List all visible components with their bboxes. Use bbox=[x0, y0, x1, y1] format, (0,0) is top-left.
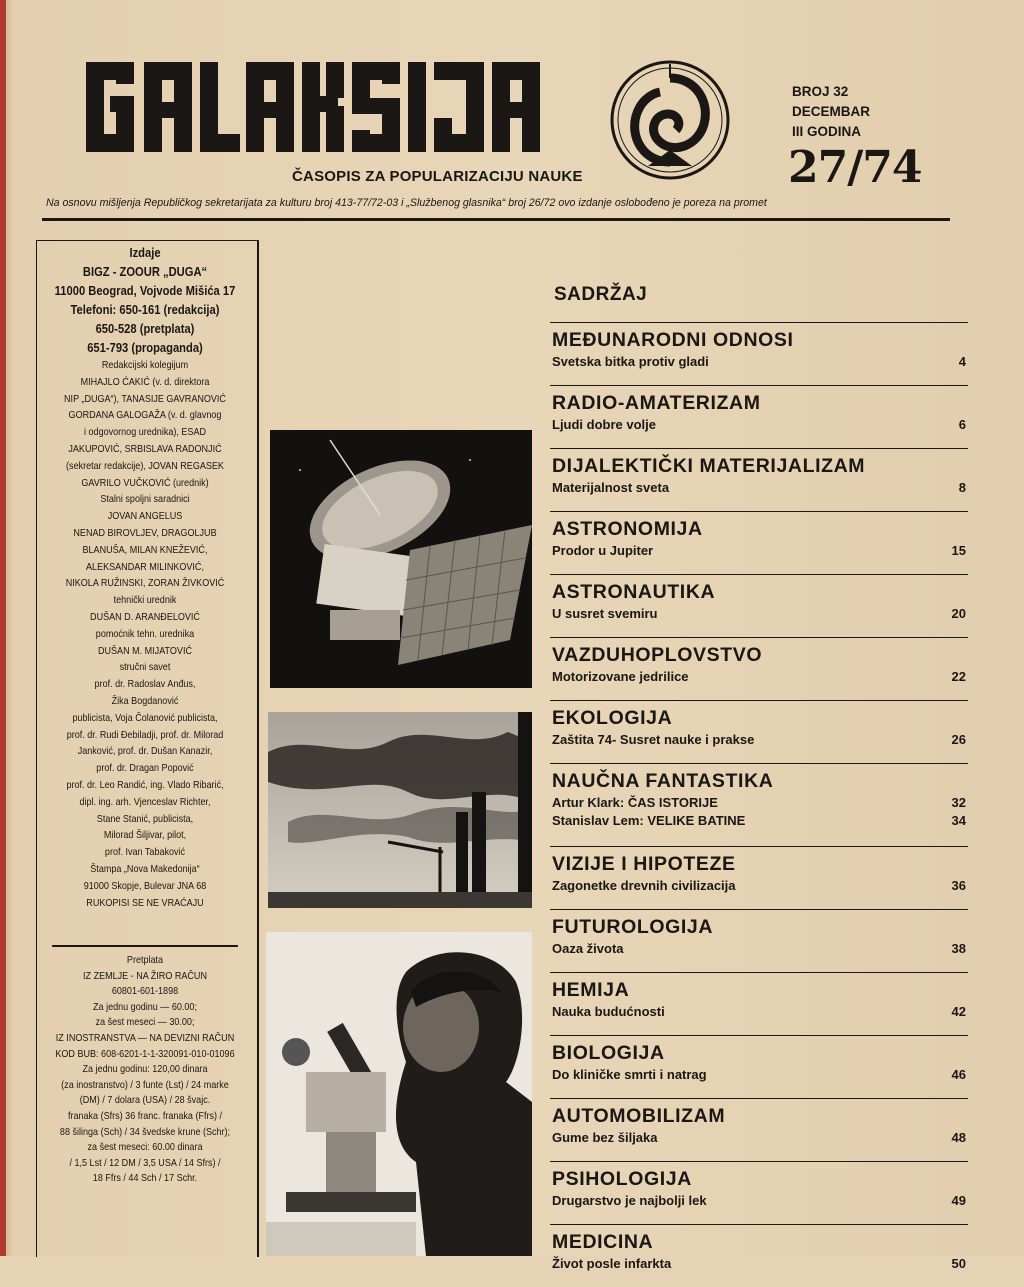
subscription-line: Za jednu godinu — 60.00; bbox=[93, 1000, 197, 1013]
toc-section bbox=[550, 1035, 968, 1098]
subscription-line: 60801-601-1898 bbox=[111, 985, 179, 998]
masthead-rule bbox=[42, 218, 950, 221]
section-heading: VIZIJE I HIPOTEZE bbox=[552, 853, 736, 875]
toc-entry[interactable] bbox=[550, 1003, 968, 1021]
subscription-line: za šest meseci — 30.00; bbox=[95, 1016, 195, 1029]
credit-line: Stalni spoljni saradnici bbox=[100, 493, 190, 506]
credit-line: BIGZ - ZOOUR „DUGA“ bbox=[82, 264, 208, 279]
toc-section bbox=[550, 637, 968, 700]
article-title: Do kliničke smrti i natrag bbox=[552, 1067, 707, 1082]
section-heading: VAZDUHOPLOVSTVO bbox=[552, 644, 763, 666]
issue-line: III GODINA bbox=[792, 124, 862, 139]
magazine-subtitle: ČASOPIS ZA POPULARIZACIJU NAUKE bbox=[292, 168, 583, 185]
credit-line: Štampa „Nova Makedonija“ bbox=[90, 862, 200, 875]
section-heading: BIOLOGIJA bbox=[552, 1042, 665, 1064]
toc-section bbox=[550, 1098, 968, 1161]
credit-line: JAKUPOVIĆ, SRBISLAVA RADONJIĆ bbox=[68, 442, 222, 455]
credit-line: Redakcijski kolegijum bbox=[101, 359, 189, 371]
credit-line: 11000 Beograd, Vojvode Mišića 17 bbox=[54, 283, 236, 298]
toc-entry[interactable] bbox=[550, 1066, 968, 1084]
credit-line: DUŠAN M. MIJATOVIĆ bbox=[97, 644, 192, 657]
section-heading: HEMIJA bbox=[552, 979, 630, 1001]
section-heading: MEĐUNARODNI ODNOSI bbox=[552, 329, 794, 351]
article-title: Ljudi dobre volje bbox=[552, 417, 657, 432]
toc-entry[interactable] bbox=[550, 1129, 968, 1147]
page-number: 36 bbox=[951, 878, 966, 893]
credit-line: dipl. ing. arh. Vjenceslav Richter, bbox=[79, 795, 211, 808]
section-heading: DIJALEKTIČKI MATERIJALIZAM bbox=[552, 455, 866, 477]
credit-line: Milorad Šiljivar, pilot, bbox=[103, 829, 187, 842]
toc-entry[interactable] bbox=[550, 1192, 968, 1210]
section-heading: FUTUROLOGIJA bbox=[552, 916, 714, 938]
issue-line: DECEMBAR bbox=[792, 104, 871, 119]
credit-line: i odgovornog urednika), ESAD bbox=[84, 426, 206, 439]
toc-title: SADRŽAJ bbox=[554, 284, 648, 305]
toc-section bbox=[550, 385, 968, 448]
page-number: 42 bbox=[951, 1004, 966, 1019]
credit-line: GORDANA GALOGAŽA (v. d. glavnog bbox=[68, 409, 222, 422]
subscription-info bbox=[52, 945, 238, 1187]
credit-line: pomoćnik tehn. urednika bbox=[95, 627, 195, 640]
page-number: 38 bbox=[951, 941, 966, 956]
page-number: 32 bbox=[951, 795, 966, 810]
issue-info bbox=[792, 82, 870, 142]
subscription-line: KOD BUB: 608-6201-1-1-320091-010-01096 bbox=[55, 1047, 235, 1060]
toc-entry[interactable] bbox=[550, 940, 968, 958]
page-number: 4 bbox=[958, 354, 966, 369]
page-number: 26 bbox=[951, 732, 966, 747]
page-number: 6 bbox=[958, 417, 966, 432]
toc-entry[interactable] bbox=[550, 479, 968, 497]
credit-line: (sekretar redakcije), JOVAN REGASEK bbox=[66, 459, 224, 472]
galaxy-emblem bbox=[608, 58, 732, 182]
credit-line: tehnički urednik bbox=[113, 594, 177, 607]
article-title: U susret svemiru bbox=[552, 606, 658, 621]
toc-entry[interactable] bbox=[550, 731, 968, 749]
subscription-line: 88 šilinga (Sch) / 34 švedske krune (Schr); bbox=[59, 1125, 231, 1138]
credit-line: NENAD BIROVLJEV, DRAGOLJUB bbox=[73, 526, 217, 539]
issue-line: BROJ 32 bbox=[792, 84, 849, 99]
credit-line: JOVAN ANGELUS bbox=[107, 510, 183, 523]
toc-entry[interactable] bbox=[550, 542, 968, 560]
section-heading: ASTRONAUTIKA bbox=[552, 581, 716, 603]
issue-number: 27/74 bbox=[788, 142, 922, 193]
toc-section bbox=[550, 574, 968, 637]
article-title: Prodor u Jupiter bbox=[552, 543, 654, 558]
page-number: 8 bbox=[958, 480, 966, 495]
toc-section bbox=[550, 1161, 968, 1224]
page-edge-strip bbox=[0, 0, 6, 1256]
subscription-line: franaka (Sfrs) 36 franc. franaka (Ffrs) / bbox=[67, 1109, 223, 1122]
imprint-column bbox=[36, 240, 259, 1257]
article-title: Zagonetke drevnih civilizacija bbox=[552, 878, 736, 893]
section-heading: AUTOMOBILIZAM bbox=[552, 1105, 726, 1127]
article-title: Drugarstvo je najbolji lek bbox=[552, 1193, 707, 1208]
credit-line: MIHAJLO ĆAKIĆ (v. d. direktora bbox=[80, 375, 210, 388]
page-number: 48 bbox=[951, 1130, 966, 1145]
toc-section bbox=[550, 972, 968, 1035]
credit-line: NIP „DUGA“), TANASIJE GAVRANOVIĆ bbox=[64, 392, 226, 405]
toc-entry[interactable] bbox=[550, 416, 968, 434]
satellite-photo bbox=[270, 430, 532, 688]
credit-line: prof. Ivan Tabaković bbox=[104, 846, 186, 859]
section-heading: NAUČNA FANTASTIKA bbox=[552, 770, 774, 792]
toc-section bbox=[550, 700, 968, 763]
subscription-line: (DM) / 7 dolara (USA) / 28 švajc. bbox=[79, 1094, 211, 1107]
subscription-line: Za jednu godinu: 120,00 dinara bbox=[82, 1063, 208, 1076]
page-number: 15 bbox=[951, 543, 966, 558]
toc-entry[interactable] bbox=[550, 812, 968, 830]
toc-section bbox=[550, 763, 968, 846]
section-heading: PSIHOLOGIJA bbox=[552, 1168, 692, 1190]
toc-section bbox=[550, 322, 968, 385]
credit-line: prof. dr. Dragan Popović bbox=[96, 762, 194, 775]
credit-line: 651-793 (propaganda) bbox=[87, 340, 203, 355]
galaksija-logo bbox=[86, 52, 586, 162]
page-number: 46 bbox=[951, 1067, 966, 1082]
toc-entry[interactable] bbox=[550, 877, 968, 895]
credit-line: Izdaje bbox=[129, 245, 161, 260]
section-heading: RADIO-AMATERIZAM bbox=[552, 392, 761, 414]
page-number: 49 bbox=[951, 1193, 966, 1208]
credit-line: BLANUŠA, MILAN KNEŽEVIĆ, bbox=[82, 543, 208, 556]
credit-line: RUKOPISI SE NE VRAĆAJU bbox=[86, 896, 204, 909]
article-title: Oaza života bbox=[552, 941, 624, 956]
toc-section bbox=[550, 448, 968, 511]
page-number: 34 bbox=[951, 813, 966, 828]
section-heading: ASTRONOMIJA bbox=[552, 518, 703, 540]
page-number: 22 bbox=[951, 669, 966, 684]
credit-line: prof. dr. Radoslav Anđus, bbox=[94, 678, 196, 691]
section-heading: EKOLOGIJA bbox=[552, 707, 673, 729]
article-title: Gume bez šiljaka bbox=[552, 1130, 658, 1145]
credit-line: DUŠAN D. ARANĐELOVIĆ bbox=[90, 610, 200, 623]
article-title: Nauka budućnosti bbox=[552, 1004, 665, 1019]
credit-line: Janković, prof. dr. Dušan Kanazir, bbox=[77, 745, 213, 758]
subscription-line: IZ ZEMLJE - NA ŽIRO RAČUN bbox=[83, 969, 207, 982]
credit-line: ALEKSANDAR MILINKOVIĆ, bbox=[86, 560, 204, 573]
toc-section bbox=[550, 846, 968, 909]
subscription-line: / 1,5 Lst / 12 DM / 3,5 USA / 14 Sfrs) / bbox=[69, 1156, 221, 1169]
subscription-line: (za inostranstvo) / 3 funte (Lst) / 24 marke bbox=[61, 1078, 229, 1091]
credit-line: stručni savet bbox=[119, 661, 171, 674]
credit-line: prof. dr. Rudi Đebiladji, prof. dr. Milorad bbox=[66, 728, 224, 741]
toc-entry[interactable] bbox=[550, 1255, 968, 1273]
section-heading: MEDICINA bbox=[552, 1231, 654, 1253]
toc-entry[interactable] bbox=[550, 605, 968, 623]
microscope-photo bbox=[266, 932, 532, 1256]
article-title: Stanislav Lem: VELIKE BATINE bbox=[552, 813, 746, 828]
subscription-line: IZ INOSTRANSTVA — NA DEVIZNI RAČUN bbox=[55, 1031, 235, 1044]
article-title: Zaštita 74- Susret nauke i prakse bbox=[552, 732, 755, 747]
article-title: Motorizovane jedrilice bbox=[552, 669, 689, 684]
credit-line: 91000 Skopje, Bulevar JNA 68 bbox=[83, 879, 207, 892]
credit-line: prof. dr. Leo Randić, ing. Vlado Ribarić, bbox=[66, 778, 224, 791]
credit-line: publicista, Voja Čolanović publicista, bbox=[72, 711, 218, 724]
toc-section bbox=[550, 511, 968, 574]
subscription-line: Pretplata bbox=[126, 954, 164, 966]
toc-section bbox=[550, 909, 968, 972]
credit-line: NIKOLA RUŽINSKI, ZORAN ŽIVKOVIĆ bbox=[65, 577, 225, 590]
page-number: 50 bbox=[951, 1256, 966, 1271]
credit-line: Žika Bogdanović bbox=[111, 694, 179, 707]
article-title: Artur Klark: ČAS ISTORIJE bbox=[552, 795, 718, 810]
smokestacks-photo bbox=[268, 712, 532, 908]
article-title: Svetska bitka protiv gladi bbox=[552, 354, 709, 369]
subscription-line: 18 Ffrs / 44 Sch / 17 Schr. bbox=[92, 1172, 198, 1185]
subscription-line: za šest meseci: 60.00 dinara bbox=[87, 1141, 203, 1154]
credit-line: GAVRILO VUČKOVIĆ (urednik) bbox=[81, 476, 209, 489]
credit-line: 650-528 (pretplata) bbox=[95, 321, 195, 336]
toc-entry[interactable] bbox=[550, 794, 968, 812]
article-title: Život posle infarkta bbox=[552, 1256, 672, 1271]
page-number: 20 bbox=[951, 606, 966, 621]
tax-notice: Na osnovu mišljenja Republičkog sekretarijata za kulturu broj 413-77/72-03 i „Službenog glasnika“ broj 26/72 ovo izdanje oslobođeno je poreza na promet bbox=[46, 197, 767, 209]
toc-entry[interactable] bbox=[550, 353, 968, 371]
credit-line: Telefoni: 650-161 (redakcija) bbox=[70, 302, 220, 317]
toc-entry[interactable] bbox=[550, 668, 968, 686]
editorial-credits bbox=[52, 245, 238, 913]
credit-line: Stane Stanić, publicista, bbox=[96, 812, 194, 825]
article-title: Materijalnost sveta bbox=[552, 480, 670, 495]
table-of-contents bbox=[550, 284, 968, 1287]
